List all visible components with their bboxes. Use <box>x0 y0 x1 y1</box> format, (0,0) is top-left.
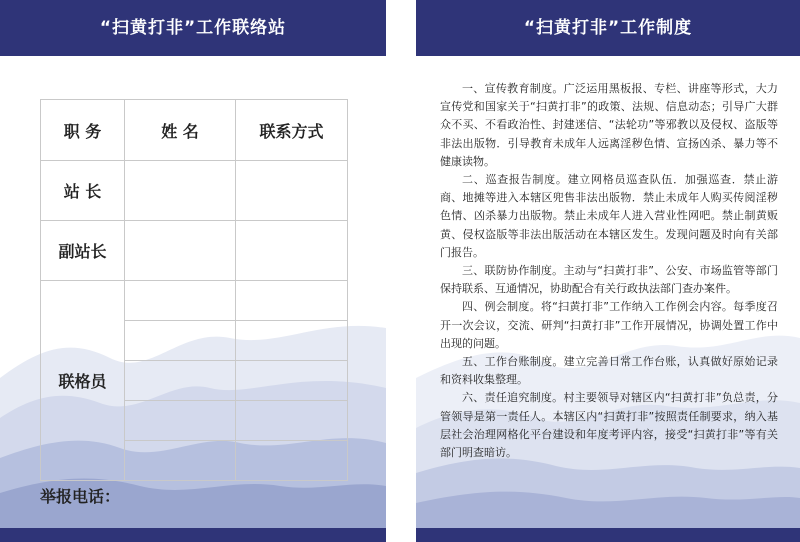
rule-paragraph: 六、责任追究制度。村主要领导对辖区内“扫黄打非”负总责，分管领导是第一责任人。本辖区内“扫黄打非”按照责任制要求，纳入基层社会治理网格化平台建设和年度考评内容，接受“扫黄打非”等有关部门明查暗访。 <box>440 391 778 460</box>
contact-cell <box>236 321 348 361</box>
rule-paragraph: 一、宣传教育制度。广泛运用黑板报、专栏、讲座等形式，大力宣传党和国家关于“扫黄打非”的政策、法规、信息动态；引导广大群众不买、不看政治性、封建迷信、“法轮功”等邪教以及侵权、盗版等非法出版物．引导教育未成年人远离淫秽色情、宣扬凶杀、暴力等不健康读物。 <box>440 82 778 168</box>
role-grid-member: 联格员 <box>41 281 125 481</box>
header-role: 职 务 <box>41 100 125 161</box>
role-station-chief: 站 长 <box>41 161 125 221</box>
name-cell <box>125 281 236 321</box>
station-title: “扫黄打非”工作联络站 <box>0 0 386 56</box>
rules-body <box>440 80 778 462</box>
table-row <box>41 281 348 321</box>
contact-cell <box>236 401 348 441</box>
staff-table <box>40 99 348 481</box>
contact-cell <box>236 441 348 481</box>
contact-cell <box>236 221 348 281</box>
footer-band <box>416 528 800 542</box>
rule-paragraph: 四、例会制度。将“扫黄打非”工作纳入工作例会内容。每季度召开一次会议，交流、研判“扫黄打非”工作开展情况，协调处置工作中出现的问题。 <box>440 300 778 350</box>
rules-title: “扫黄打非”工作制度 <box>416 0 800 56</box>
name-cell <box>125 361 236 401</box>
report-hotline-label: 举报电话： <box>40 487 121 506</box>
table-row <box>41 161 348 221</box>
contact-station-panel <box>0 0 386 542</box>
contact-cell <box>236 161 348 221</box>
header-name: 姓 名 <box>125 100 236 161</box>
rule-paragraph: 三、联防协作制度。主动与“扫黄打非”、公安、市场监管等部门保持联系、互通情况，协助配合有关行政执法部门查办案件。 <box>440 264 778 296</box>
rule-paragraph: 五、工作台账制度。建立完善日常工作台账，认真做好原始记录和资料收集整理。 <box>440 355 778 387</box>
name-cell <box>125 441 236 481</box>
name-cell <box>125 401 236 441</box>
name-cell <box>125 161 236 221</box>
contact-cell <box>236 361 348 401</box>
header-contact: 联系方式 <box>236 100 348 161</box>
panel-gutter <box>386 0 416 542</box>
footer-band <box>0 528 386 542</box>
table-row <box>41 221 348 281</box>
name-cell <box>125 221 236 281</box>
name-cell <box>125 321 236 361</box>
role-deputy-chief: 副站长 <box>41 221 125 281</box>
table-header-row <box>41 100 348 161</box>
contact-cell <box>236 281 348 321</box>
rule-paragraph: 二、巡查报告制度。建立网格员巡查队伍．加强巡查．禁止游商、地摊等进入本辖区兜售非法出版物．禁止未成年人购买传阅淫秽色情、凶杀暴力出版物。禁止未成年人进入营业性网吧。禁止制黄贩黄、侵权盗版等非法出版活动在本辖区发生。发现问题及时向有关部门报告。 <box>440 173 778 259</box>
work-rules-panel <box>416 0 800 542</box>
